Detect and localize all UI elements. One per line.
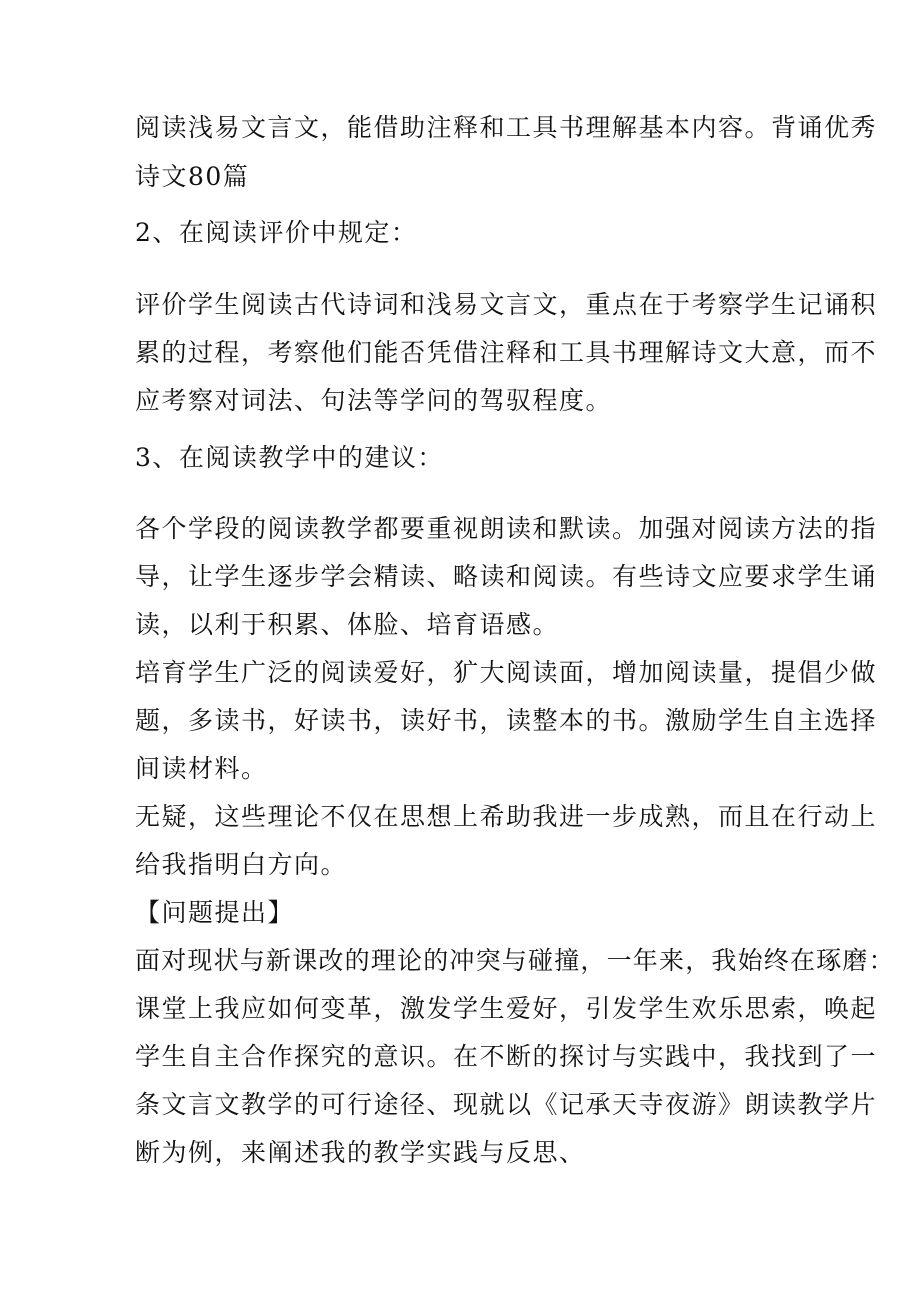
paragraph-line: 诗文80篇: [135, 162, 250, 191]
paragraph-line: 无疑，这些理论不仅在思想上希助我进一步成熟，而且在行动上: [135, 802, 878, 831]
paragraph-line: 读，以利于积累、体脸、培育语感。: [135, 610, 560, 639]
section-title: 2、在阅读评价中规定：: [135, 218, 418, 247]
paragraph-line: 条文言文教学的可行途径、现就以《记承天寺夜游》朗读教学片: [135, 1090, 878, 1119]
paragraph-line: 间读材料。: [135, 754, 268, 783]
paragraph-line: 面对现状与新课改的理论的冲突与碰撞，一年来，我始终在琢磨：: [135, 946, 895, 975]
paragraph-line: 给我指明白方向。: [135, 850, 348, 879]
paragraph-line: 题，多读书，好读书，读好书，读整本的书。激励学生自主选择: [135, 706, 878, 735]
paragraph-line: 阅读浅易文言文，能借助注释和工具书理解基本内容。背诵优秀: [135, 113, 878, 142]
section-heading: 【问题提出】: [135, 898, 295, 927]
paragraph-line: 培育学生广泛的阅读爱好，犷大阅读面，增加阅读量，提倡少做: [135, 658, 878, 687]
paragraph-line: 断为例，来阐述我的教学实践与反思、: [135, 1138, 586, 1167]
paragraph-line: 评价学生阅读古代诗词和浅易文言文，重点在于考察学生记诵积: [135, 290, 878, 319]
paragraph-line: 学生自主合作探究的意识。在不断的探讨与实践中，我找到了一: [135, 1042, 878, 1071]
paragraph-line: 课堂上我应如何变革，激发学生爱好，引发学生欢乐思索，唤起: [135, 994, 878, 1023]
paragraph-line: 各个学段的阅读教学都要重视朗读和默读。加强对阅读方法的指: [135, 514, 878, 543]
section-title: 3、在阅读教学中的建议：: [135, 443, 444, 472]
paragraph-line: 累的过程，考察他们能否凭借注释和工具书理解诗文大意，而不: [135, 338, 878, 367]
paragraph-line: 导，让学生逐步学会精读、略读和阅读。有些诗文应要求学生诵: [135, 562, 878, 591]
paragraph-line: 应考察对词法、句法等学问的驾驭程度。: [135, 386, 613, 415]
